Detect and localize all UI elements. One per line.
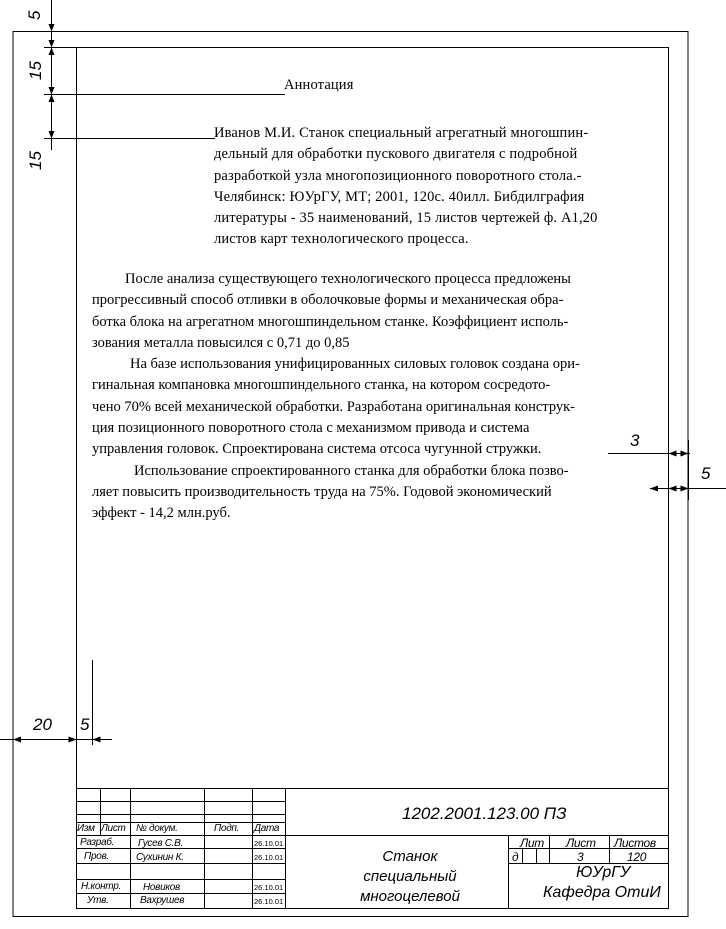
bib-line: литературы - 35 наименований, 15 листов чертежей ф. А1,20 bbox=[214, 210, 598, 227]
role-developer: Разраб. bbox=[80, 837, 115, 848]
body-line: эффект - 14,2 млн.руб. bbox=[92, 505, 231, 522]
body-line: управления головок. Спроектирована система отсоса чугунной стружки. bbox=[92, 441, 542, 458]
header-doc-no: № докум. bbox=[136, 823, 178, 834]
lit-label: Лит bbox=[520, 836, 544, 850]
bib-line: Иванов М.И. Станок специальный агрегатный многошпин- bbox=[214, 125, 589, 141]
sheets-label: Листов bbox=[614, 836, 656, 850]
dim-right-small-label: 3 bbox=[630, 431, 640, 450]
body-line: На базе использования унифицированных силовых головок создана ори- bbox=[130, 356, 580, 373]
date-normcontrol: 26.10.01 bbox=[254, 883, 284, 892]
role-checker: Пров. bbox=[84, 851, 109, 862]
body-line: ляет повысить производительность труда на 75%. Годовой экономический bbox=[92, 483, 552, 500]
org-university: ЮУрГУ bbox=[576, 864, 631, 881]
org-department: Кафедра ОтиИ bbox=[543, 884, 661, 901]
bibliographic-reference bbox=[214, 123, 664, 251]
dim-right-big-label: 5 bbox=[701, 464, 711, 483]
body-line: чено 70% всей механической обработки. Разработана оригинальная конструк- bbox=[92, 398, 576, 415]
doc-code: 1202.2001.123.00 ПЗ bbox=[402, 804, 567, 823]
dim-left-margin-label: 20 bbox=[33, 715, 52, 734]
doc-title-line: Станок bbox=[382, 848, 438, 865]
bib-line: Челябинск: ЮУрГУ, МТ; 2001, 120с. 40илл. Бибдилграфия bbox=[214, 188, 585, 205]
dim-lower-gap-label: 15 bbox=[26, 151, 45, 170]
dim-top-label: 5 bbox=[25, 10, 44, 20]
date-checker: 26.10.01 bbox=[254, 853, 284, 862]
sheet-label: Лист bbox=[566, 836, 596, 850]
name-approver: Вахрушев bbox=[140, 895, 185, 906]
body-line: ботка блока на агрегатном многошпиндельном станке. Коэффициент исполь- bbox=[92, 313, 569, 330]
name-checker: Сухинин К. bbox=[136, 852, 184, 863]
header-sign: Подп. bbox=[214, 823, 240, 834]
header-list: Лист bbox=[101, 823, 126, 834]
name-normcontrol: Новиков bbox=[143, 882, 180, 893]
body-line: Использование спроектированного станка для обработки блока позво- bbox=[134, 462, 569, 479]
name-developer: Гусев С.В. bbox=[138, 838, 184, 849]
document-title bbox=[330, 847, 490, 907]
body-line: ция позиционного поворотного стола с механизмом привода и система bbox=[92, 420, 530, 437]
date-approver: 26.10.01 bbox=[254, 897, 284, 906]
lit-value: д bbox=[512, 850, 519, 864]
sheet-value: 3 bbox=[577, 850, 584, 864]
body-line: зования металла повысился с 0,71 до 0,85 bbox=[92, 334, 350, 351]
dim-upper-gap-label: 15 bbox=[26, 61, 45, 80]
date-developer: 26.10.01 bbox=[254, 839, 284, 848]
header-date: Дата bbox=[254, 823, 280, 834]
sheets-value: 120 bbox=[627, 850, 647, 864]
dim-left-inner-label: 5 bbox=[80, 715, 90, 734]
doc-title-line: специальный bbox=[363, 868, 457, 885]
body-line: После анализа существующего технологического процесса предложены bbox=[125, 271, 571, 287]
body-line: прогрессивный способ отливки в оболочковые формы и механическая обра- bbox=[92, 292, 564, 309]
abstract-body bbox=[92, 269, 660, 525]
doc-title-line: многоцелевой bbox=[360, 888, 460, 905]
bib-line: дельный для обработки пускового двигателя с подробной bbox=[214, 146, 578, 163]
bib-line: разработкой узла многопозиционного поворотного стола.- bbox=[214, 167, 582, 184]
bib-line: листов карт технологического процесса. bbox=[214, 231, 469, 248]
role-approver: Утв. bbox=[87, 895, 109, 906]
header-izm: Изм bbox=[77, 823, 95, 834]
annotation-title: Аннотация bbox=[284, 77, 354, 93]
body-line: гинальная компановка многошпиндельного станка, на котором сосредото- bbox=[92, 377, 551, 394]
role-normcontrol: Н.контр. bbox=[81, 881, 121, 892]
